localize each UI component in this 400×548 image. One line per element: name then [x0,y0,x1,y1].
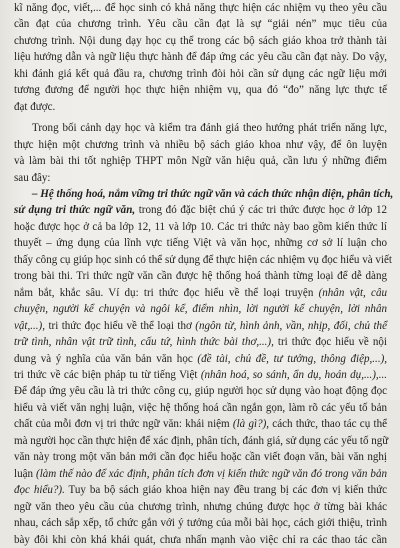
text-line: khi đánh giá kết quả đầu ra, chương trình đòi hỏi cần sử dụng các ngữ liệu mới [14,67,387,80]
text-line: thấy công cụ giúp học sinh có thể sử dụng để thực hiện các nhiệm vụ đọc hiểu và viết [14,253,392,266]
text-line: kĩ năng đọc, viết,... để học sinh có khả năng thực hiện các nhiệm vụ theo yêu cầu [14,2,387,14]
text-line: dung và ý nghĩa của văn bản văn học (đề tài, chủ đề, tư tưởng, thông điệp,...), [14,352,388,365]
text-line: đọc hiểu?). Tuy ba bộ sách giáo khoa hiện nay đều trang bị các đơn vị kiến thức [14,484,387,497]
text-line: luận (làm thế nào để xác định, phân tích đơn vị kiến thức ngữ văn đó trong văn bản [14,467,387,480]
paragraph-2 [14,120,387,186]
text-line: bày đôi khi còn khá khái quát, chưa nhấn mạnh vào việc chỉ ra các thao tác cần [14,533,387,546]
text-line: chuyện, người kể chuyện và ngôi kể, điểm nhìn, lời người kể chuyện, lời nhân [14,303,387,316]
text-line: ngữ văn theo yêu cầu của chương trình, nhưng chúng được học ở từng bài khác [14,500,387,513]
document-body [14,0,394,548]
text-line: thuyết – ứng dụng của lĩnh vực tiếng Việt và văn học, những cơ sở lí luận cho [14,237,387,250]
text-line: mà người học cần thực hiện để xác định, phân tích, đánh giá, sử dụng các yếu tố ngữ [14,434,389,447]
text-line: hoặc được học ở cả ba lớp 12, 11 và lớp 10. Các tri thức này bao gồm kiến thức lí [14,220,387,233]
text-line: trong bài thi. Tri thức ngữ văn cần được hệ thống hoá thành từng loại để dễ dàng [14,270,387,283]
text-line: tương đương để người học thực hiện nhiệm vụ, qua đó “đo” năng lực thực tế [14,84,387,97]
text-line: trữ tình, nhân vật trữ tình, cấu tứ, hình thức bài thơ,...), tri thức đọc hiểu về nội [14,336,387,349]
text-line: cần đạt của chương trình. Yêu cầu cần đạt là sự “giải nén” mục tiêu của [14,18,387,31]
text-line: nhau, cách sắp xếp, tổ chức gắn với ý tưởng của mỗi bài học, cách giới thiệu, trình [14,517,387,530]
text-line: Trong bối cảnh dạy học và kiểm tra đánh giá theo hướng phát triển năng lực, [32,122,387,135]
text-line: tri thức về các biện pháp tu từ tiếng Việt (nhân hoá, so sánh, ẩn dụ, hoán dụ,...),... [14,368,387,381]
text-line: đạt được. [14,100,56,113]
text-line: nắm bắt, khắc sâu. Ví dụ: tri thức đọc hiểu về thể loại truyện (nhân vật, câu [14,286,387,299]
text-line [14,186,394,202]
text-line: chất của mỗi đơn vị tri thức ngữ văn: khái niệm (là gì?), cách thức, thao tác cụ thể [14,418,387,431]
text-line: liệu hướng dẫn và ngữ liệu thực hành để đáp ứng các yêu cầu cần đạt này. Do vậy, [14,51,387,64]
paragraph-1 [14,0,387,115]
text-line: sử dụng tri thức ngữ văn, trong đó đặc biệt chú ý các tri thức được học ở lớp 12 [14,204,387,217]
section-heading: – Hệ thống hoá, nắm vững tri thức ngữ văn và cách thức nhận diện, phân tích, [32,187,394,200]
text-line: và làm bài thi tốt nghiệp THPT môn Ngữ văn hiệu quả, cần lưu ý những điểm [14,155,387,168]
text-line: vật,...), tri thức đọc hiểu về thể loại thơ (ngôn từ, hình ảnh, vần, nhịp, đối, chủ thể [14,319,387,332]
text-line: chương trình. Nội dung dạy học cụ thể trong các bộ sách giáo khoa trở thành tài [14,34,387,47]
paragraph-3 [14,186,394,548]
text-line: sau đây: [14,171,51,184]
text-line: hiểu và viết văn nghị luận, việc hệ thống hoá cần ngắn gọn, làm rõ các yếu tố bản [14,401,387,414]
text-line: thực hiện một chương trình và nhiều bộ sách giáo khoa như vậy, để ôn luyện [14,138,387,151]
text-line: văn này trong một văn bản mới cần đọc hiểu hoặc cần viết đoạn văn, bài văn nghị [14,451,387,464]
text-line: Để đáp ứng yêu cầu là tri thức công cụ, giúp người học sử dụng vào hoạt động đọc [14,385,387,398]
